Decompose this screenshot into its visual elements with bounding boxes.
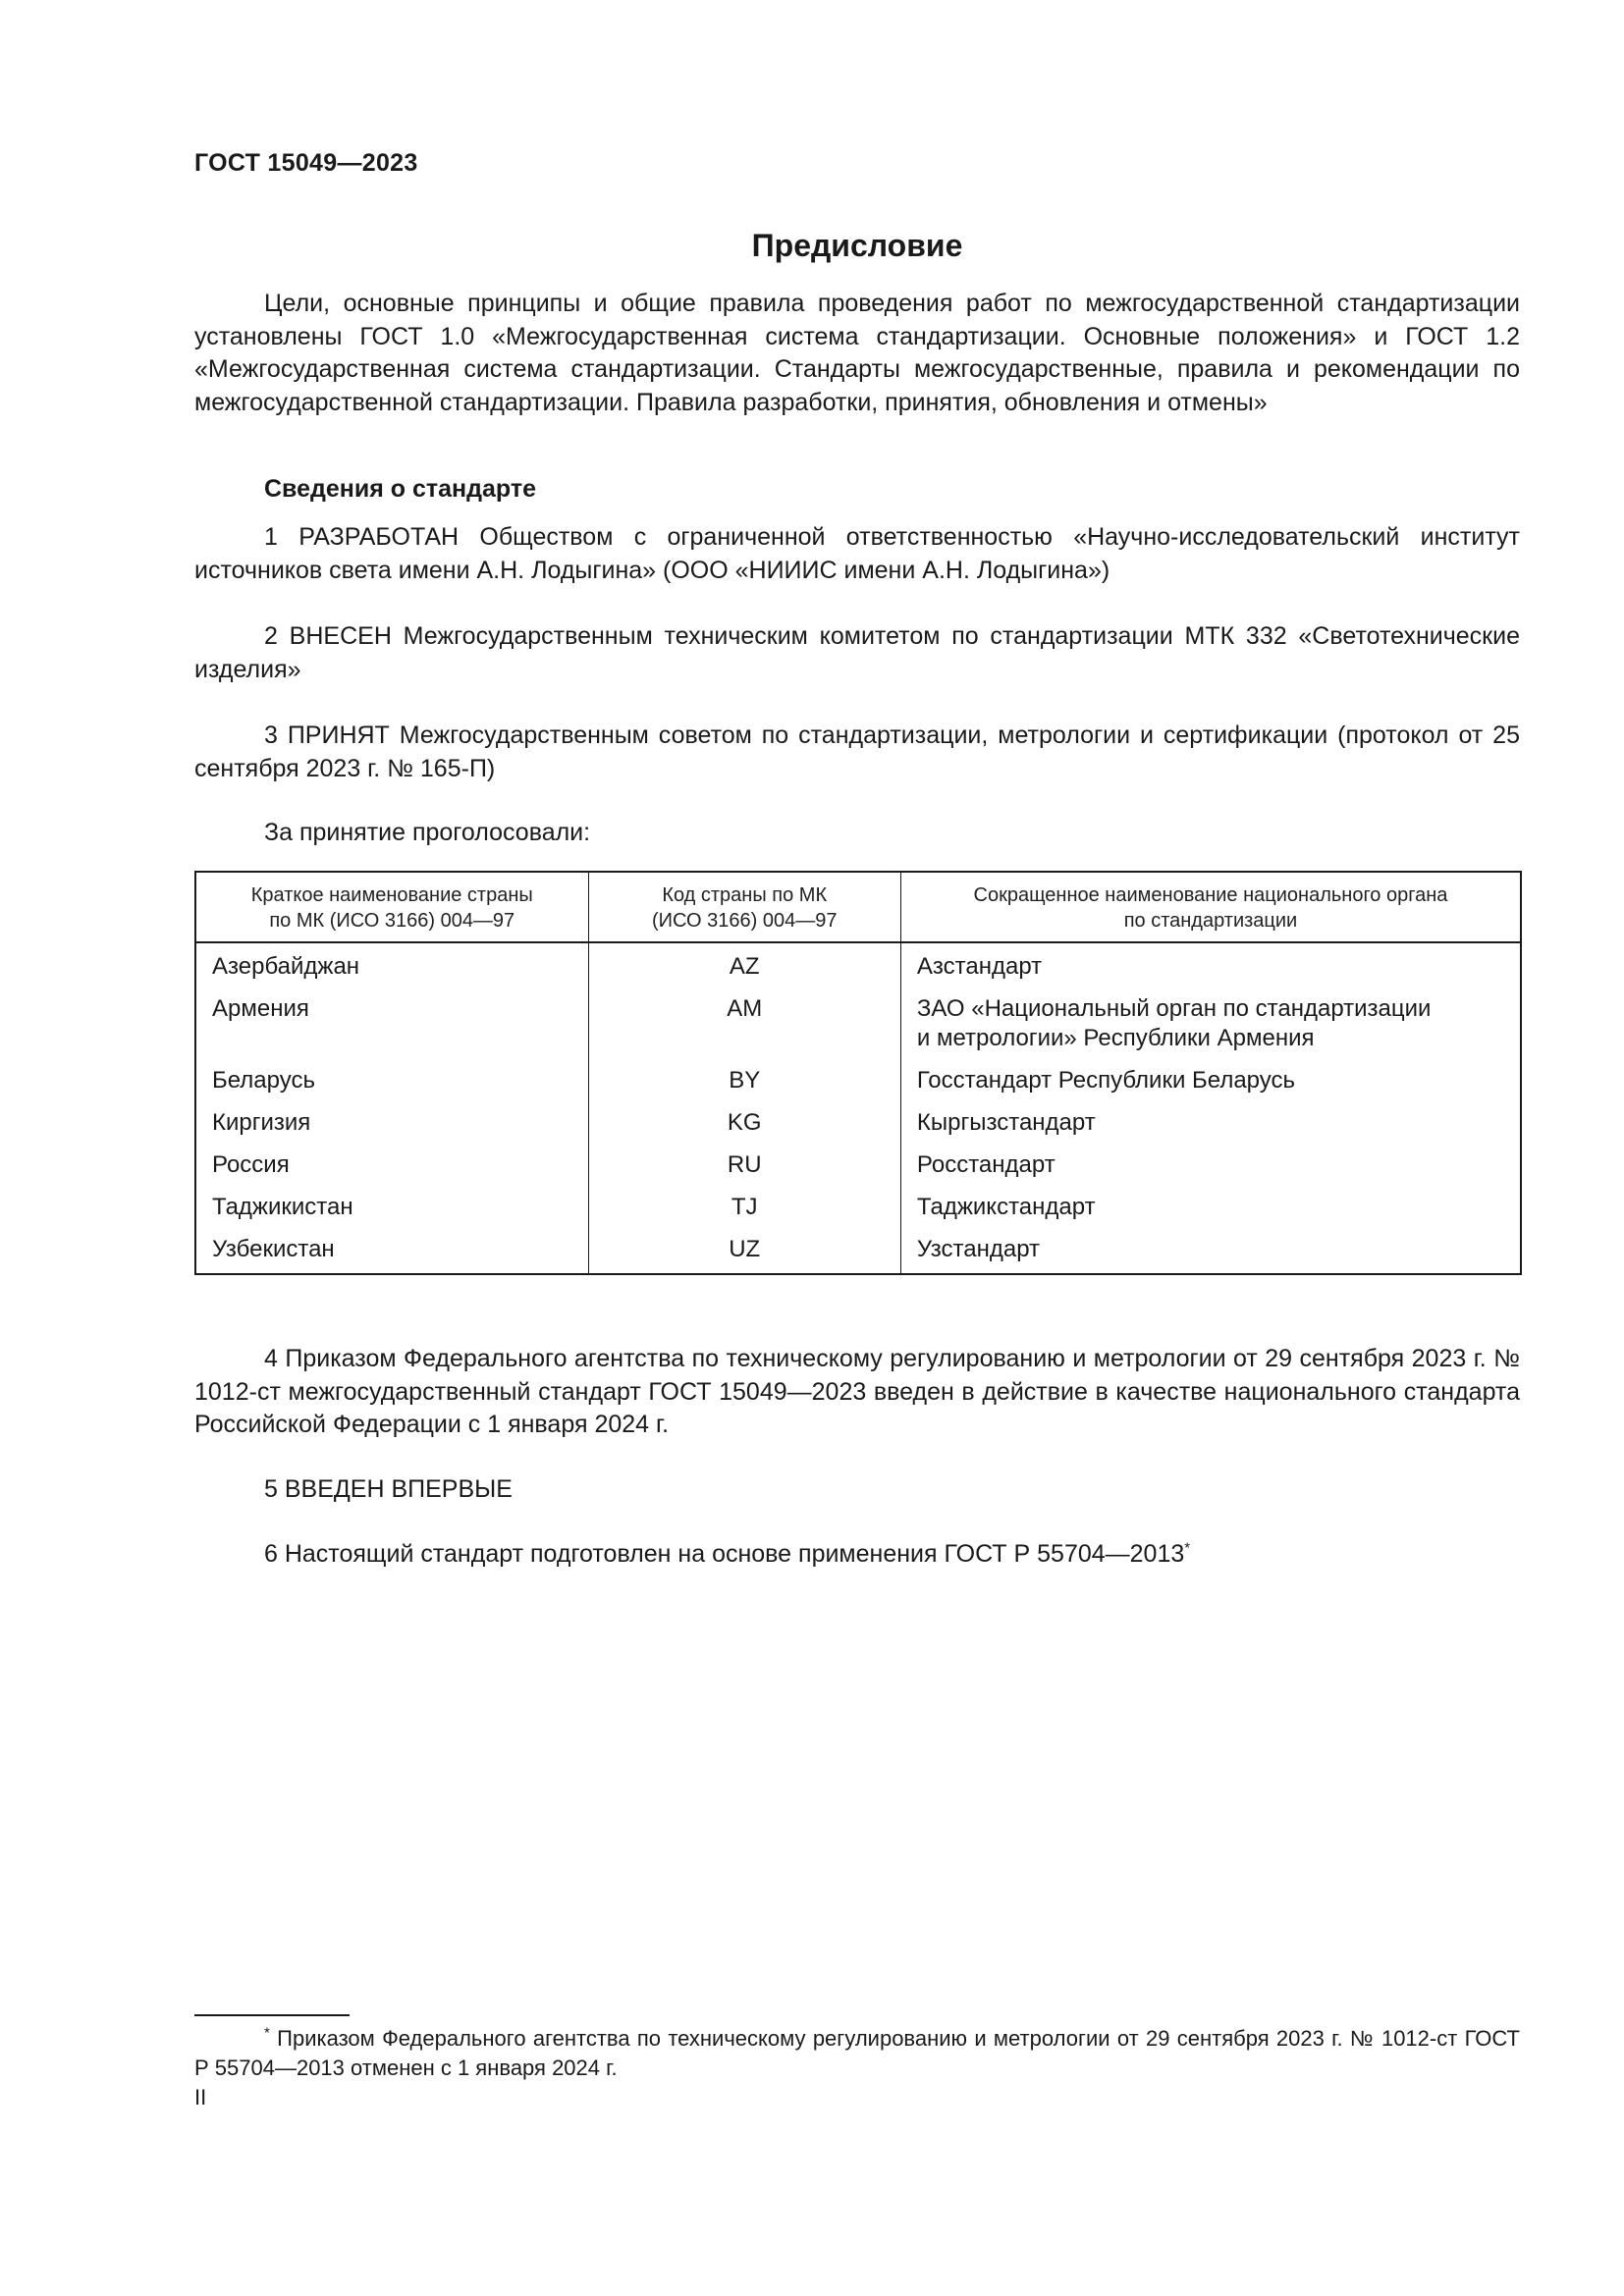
body-cell: Узстандарт (900, 1229, 1521, 1274)
item-2-introduced: 2 ВНЕСЕН Межгосударственным техническим комитетом по стандартизации МТК 332 «Светотехнические изделия» (194, 622, 1520, 683)
vote-intro: За принятие проголосовали: (264, 819, 591, 846)
header-line: по стандартизации (1123, 910, 1298, 932)
table-row (195, 1145, 1521, 1187)
header-line: по МК (ИСО 3166) 004—97 (269, 910, 515, 932)
body-cell: Росстандарт (900, 1145, 1521, 1187)
country-cell: Армения (195, 988, 588, 1060)
code-cell: AM (588, 988, 900, 1060)
table-header-row (195, 872, 1521, 942)
table-row (195, 942, 1521, 988)
code-cell: RU (588, 1145, 900, 1187)
country-cell: Россия (195, 1145, 588, 1187)
item-6-based-on (264, 1540, 1190, 1569)
header-country-name (195, 872, 588, 942)
item-6-text: 6 Настоящий стандарт подготовлен на основе применения ГОСТ Р 55704—2013 (264, 1540, 1185, 1568)
country-cell: Таджикистан (195, 1187, 588, 1229)
table-row (195, 1102, 1521, 1145)
table-row (195, 1060, 1521, 1102)
document-code-header: ГОСТ 15049—2023 (194, 149, 418, 177)
country-cell: Беларусь (195, 1060, 588, 1102)
code-cell: TJ (588, 1187, 900, 1229)
body-line: и метрологии» Республики Армения (916, 1025, 1315, 1051)
body-cell: Таджикстандарт (900, 1187, 1521, 1229)
body-cell: Азстандарт (900, 942, 1521, 988)
item-3-adopted: 3 ПРИНЯТ Межгосударственным советом по стандартизации, метрологии и сертификации (протокол от 25 сентября 2023 г. № 165-П) (194, 721, 1520, 782)
header-national-body (900, 872, 1521, 942)
header-line: Краткое наименование страны (250, 884, 533, 906)
footnote-text: Приказом Федерального агентства по техническому регулированию и метрологии от 29 сентября 2023 г. № 1012-ст ГОСТ Р 55704—2013 отменен с 1 января 2024 г. (194, 2026, 1520, 2080)
table-row (195, 988, 1521, 1060)
header-line: (ИСО 3166) 004—97 (651, 910, 838, 932)
body-line: ЗАО «Национальный орган по стандартизации (916, 995, 1432, 1022)
intro-paragraph: Цели, основные принципы и общие правила проведения работ по межгосударственной стандартизации установлены ГОСТ 1.0 «Межгосударственная система стандартизации. Основные положения» и ГОСТ 1.2 «Межгосударственная система стандартизации. Стандарты межгосударственные, правила и рекомендации по межгосударственной стандартизации. Правила разработки, принятия, обновления и отмены» (194, 290, 1520, 416)
page-title: Предисловие (751, 228, 963, 263)
header-line: Сокращенное наименование национального органа (973, 884, 1448, 906)
code-cell: UZ (588, 1229, 900, 1274)
header-line: Код страны по МК (662, 884, 828, 906)
standard-info-heading: Сведения о стандарте (264, 475, 537, 503)
code-cell: BY (588, 1060, 900, 1102)
body-cell: Кыргызстандарт (900, 1102, 1521, 1145)
footnote (194, 2024, 1520, 2083)
table-row (195, 1229, 1521, 1274)
item-1-developed: 1 РАЗРАБОТАН Обществом с ограниченной ответственностью «Научно-исследовательский институт источников света имени А.Н. Лодыгина» (ООО «НИИИС имени А.Н. Лодыгина») (194, 523, 1520, 584)
table-row (195, 1187, 1521, 1229)
code-cell: KG (588, 1102, 900, 1145)
footnote-mark: * (264, 2024, 270, 2042)
footnote-divider (194, 2014, 350, 2016)
item-5-first-introduced: 5 ВВЕДЕН ВПЕРВЫЕ (264, 1475, 513, 1503)
country-cell: Узбекистан (195, 1229, 588, 1274)
code-cell: AZ (588, 942, 900, 988)
voting-countries-table (194, 871, 1522, 1275)
page-number: II (194, 2085, 207, 2109)
country-cell: Азербайджан (195, 942, 588, 988)
footnote-reference: * (1184, 1539, 1191, 1557)
header-country-code (588, 872, 900, 942)
body-cell (900, 988, 1521, 1060)
body-cell: Госстандарт Республики Беларусь (900, 1060, 1521, 1102)
country-cell: Киргизия (195, 1102, 588, 1145)
item-4-enacted: 4 Приказом Федерального агентства по техническому регулированию и метрологии от 29 сентября 2023 г. № 1012-ст межгосударственный стандарт ГОСТ 15049—2023 введен в действие в качестве национального стандарта Российской Федерации с 1 января 2024 г. (194, 1345, 1520, 1438)
